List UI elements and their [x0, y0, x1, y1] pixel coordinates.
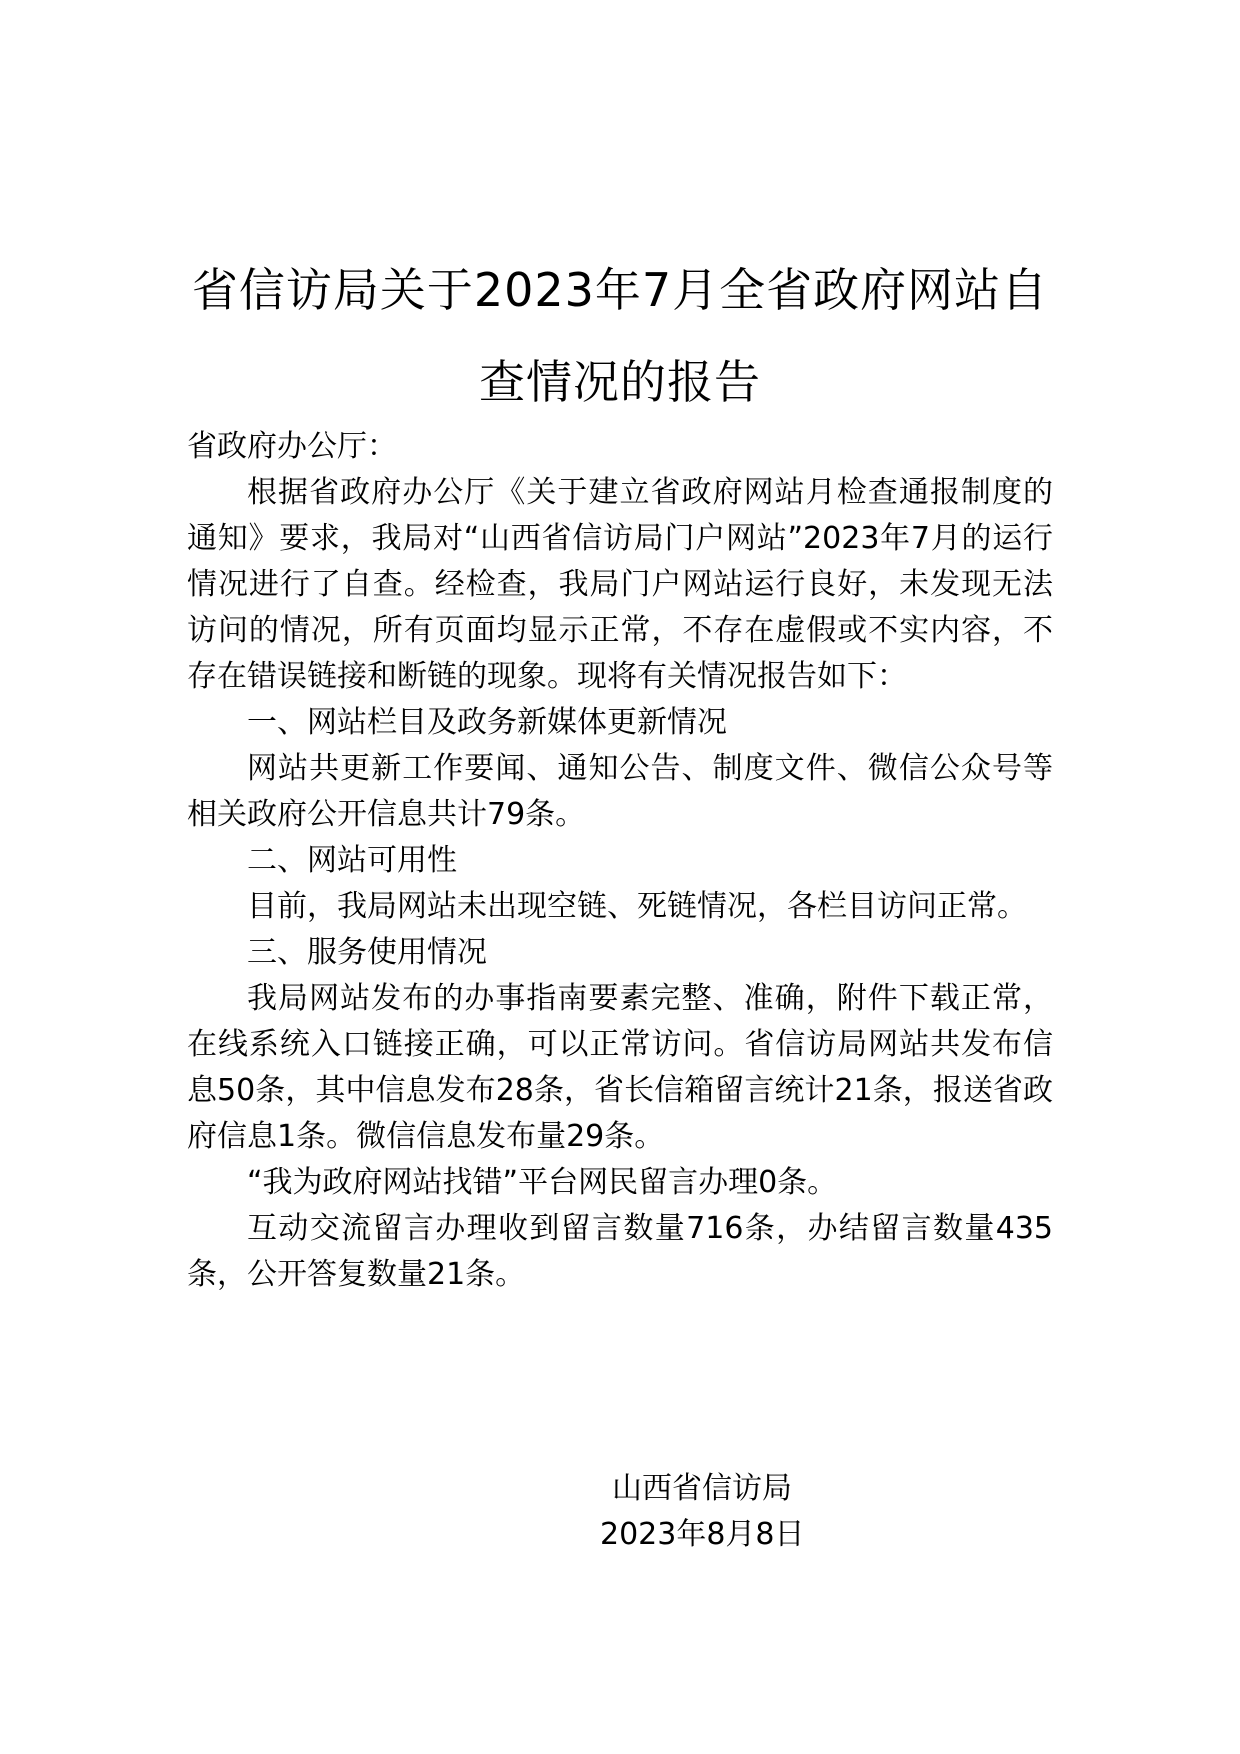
paragraph-section-2: 目前，我局网站未出现空链、死链情况，各栏目访问正常。	[247, 889, 1027, 924]
salutation: 省政府办公厅：	[187, 429, 397, 464]
section-heading-1: 一、网站栏目及政务新媒体更新情况	[247, 705, 727, 740]
paragraph-section-3: 我局网站发布的办事指南要素完整、准确，附件下载正常，在线系统入口链接正确，可以正常访问。省信访局网站共发布信息50条，其中信息发布28条，省长信箱留言统计21条，报送省政府信息1条。微信信息发布量29条。	[187, 981, 1053, 1154]
section-heading-2: 二、网站可用性	[247, 843, 457, 878]
paragraph-intro: 根据省政府办公厅《关于建立省政府网站月检查通报制度的通知》要求，我局对“山西省信访局门户网站”2023年7月的运行情况进行了自查。经检查，我局门户网站运行良好，未发现无法访问的情况，所有页面均显示正常，不存在虚假或不实内容，不存在错误链接和断链的现象。现将有关情况报告如下：	[187, 475, 1053, 694]
section-heading-3: 三、服务使用情况	[247, 935, 487, 970]
signature-date: 2023年8月8日	[600, 1517, 805, 1552]
signature-organization: 山西省信访局	[612, 1471, 792, 1506]
paragraph-section-3b: “我为政府网站找错”平台网民留言办理0条。	[247, 1165, 838, 1200]
signature-block	[600, 1466, 900, 1558]
paragraph-section-3c: 互动交流留言办理收到留言数量716条，办结留言数量435条，公开答复数量21条。	[187, 1211, 1053, 1292]
document-title-line-2: 查情况的报告	[479, 355, 761, 409]
paragraph-section-1: 网站共更新工作要闻、通知公告、制度文件、微信公众号等相关政府公开信息共计79条。	[187, 751, 1053, 832]
document-title-line-1: 省信访局关于2023年7月全省政府网站自	[191, 263, 1049, 317]
document-body	[187, 424, 1053, 1298]
